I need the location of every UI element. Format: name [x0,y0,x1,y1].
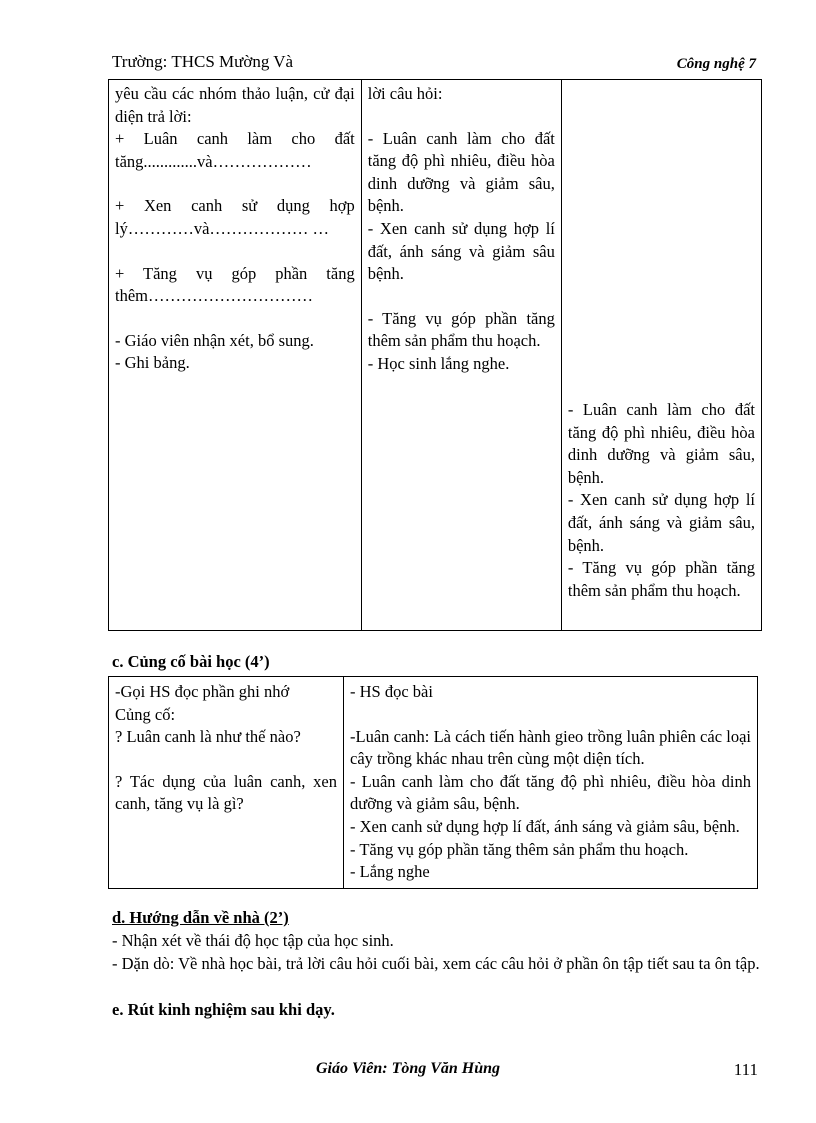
list-item: lời câu hỏi: [367,84,443,103]
list-item: ? Luân canh là như thế nào? [115,727,301,747]
table-row [109,79,762,631]
list-item: - Tăng vụ góp phần tăng thêm sản phẩm thu hoạch. [350,839,689,859]
list-item: - Tăng vụ góp phần tăng thêm sản phẩm thu hoạch. [567,558,755,600]
section-c-title: c. Củng cố bài học (4’) [112,652,270,671]
school-name: Trường: THCS Mường Và [112,52,294,71]
student-activity-cell [361,79,561,631]
list-item: + Tăng vụ góp phần tăng thêm………………………… [115,263,355,306]
list-item: + Luân canh làm cho đất tăng.............và……………… [115,129,355,171]
list-item: - Tăng vụ góp phần tăng thêm sản phẩm thu hoạch. [367,308,555,351]
list-item: - Giáo viên nhận xét, bổ sung. [115,330,314,350]
teacher-activity-cell [109,79,362,631]
teacher-name: Giáo Viên: Tòng Văn Hùng [316,1060,501,1077]
list-item: Củng cố: [115,704,176,724]
list-item: -Luân canh: Là cách tiến hành gieo trồng luân phiên các loại cây trồng khác nhau trên cùng một diện tích. [350,726,751,769]
activity-table [108,79,762,631]
list-item: yêu cầu các nhóm thảo luận, cử đại diện trả lời: [115,84,355,126]
list-item: - Học sinh lắng nghe. [367,353,510,373]
list-item: - Luân canh làm cho đất tăng độ phì nhiêu, điều hòa dinh dưỡng và giảm sâu, bệnh. [567,400,755,487]
review-answer-cell [344,677,758,889]
list-item: - Luân canh làm cho đất tăng độ phì nhiêu, điều hòa dinh dưỡng và giảm sâu, bệnh. [350,771,751,814]
review-question-cell [109,677,344,889]
list-item: - HS đọc bài [350,682,433,701]
homework-line: - Dặn dò: Về nhà học bài, trả lời câu hỏi cuối bài, xem các câu hỏi ở phần ôn tập tiết sau ta ôn tập. [112,954,760,973]
list-item: - Xen canh sử dụng hợp lí đất, ánh sáng và giảm sâu bệnh. [367,218,555,284]
section-d-title: d. Hướng dẫn về nhà (2’) [112,908,289,927]
list-item: -Gọi HS đọc phần ghi nhớ [115,682,290,701]
page-number: 111 [733,1060,758,1079]
table-row [109,677,758,889]
list-item: - Ghi bảng. [115,353,190,373]
list-item: - Xen canh sử dụng hợp lí đất, ánh sáng và giảm sâu, bệnh. [350,816,740,836]
review-table [108,676,758,889]
content-cell [561,79,761,631]
list-item: ? Tác dụng của luân canh, xen canh, tăng vụ là gì? [115,771,337,814]
list-item: + Xen canh sử dụng hợp lý…………và……………… … [115,196,355,238]
homework-line: - Nhận xét về thái độ học tập của học sinh. [112,931,394,950]
subject-name: Công nghệ 7 [676,56,756,72]
list-item: - Lắng nghe [350,862,430,882]
list-item: - Luân canh làm cho đất tăng độ phì nhiêu, điều hòa dinh dưỡng và giảm sâu, bệnh. [367,128,555,216]
section-e-title: e. Rút kinh nghiệm sau khi dạy. [112,1000,335,1019]
list-item: - Xen canh sử dụng hợp lí đất, ánh sáng và giảm sâu, bệnh. [567,490,755,555]
